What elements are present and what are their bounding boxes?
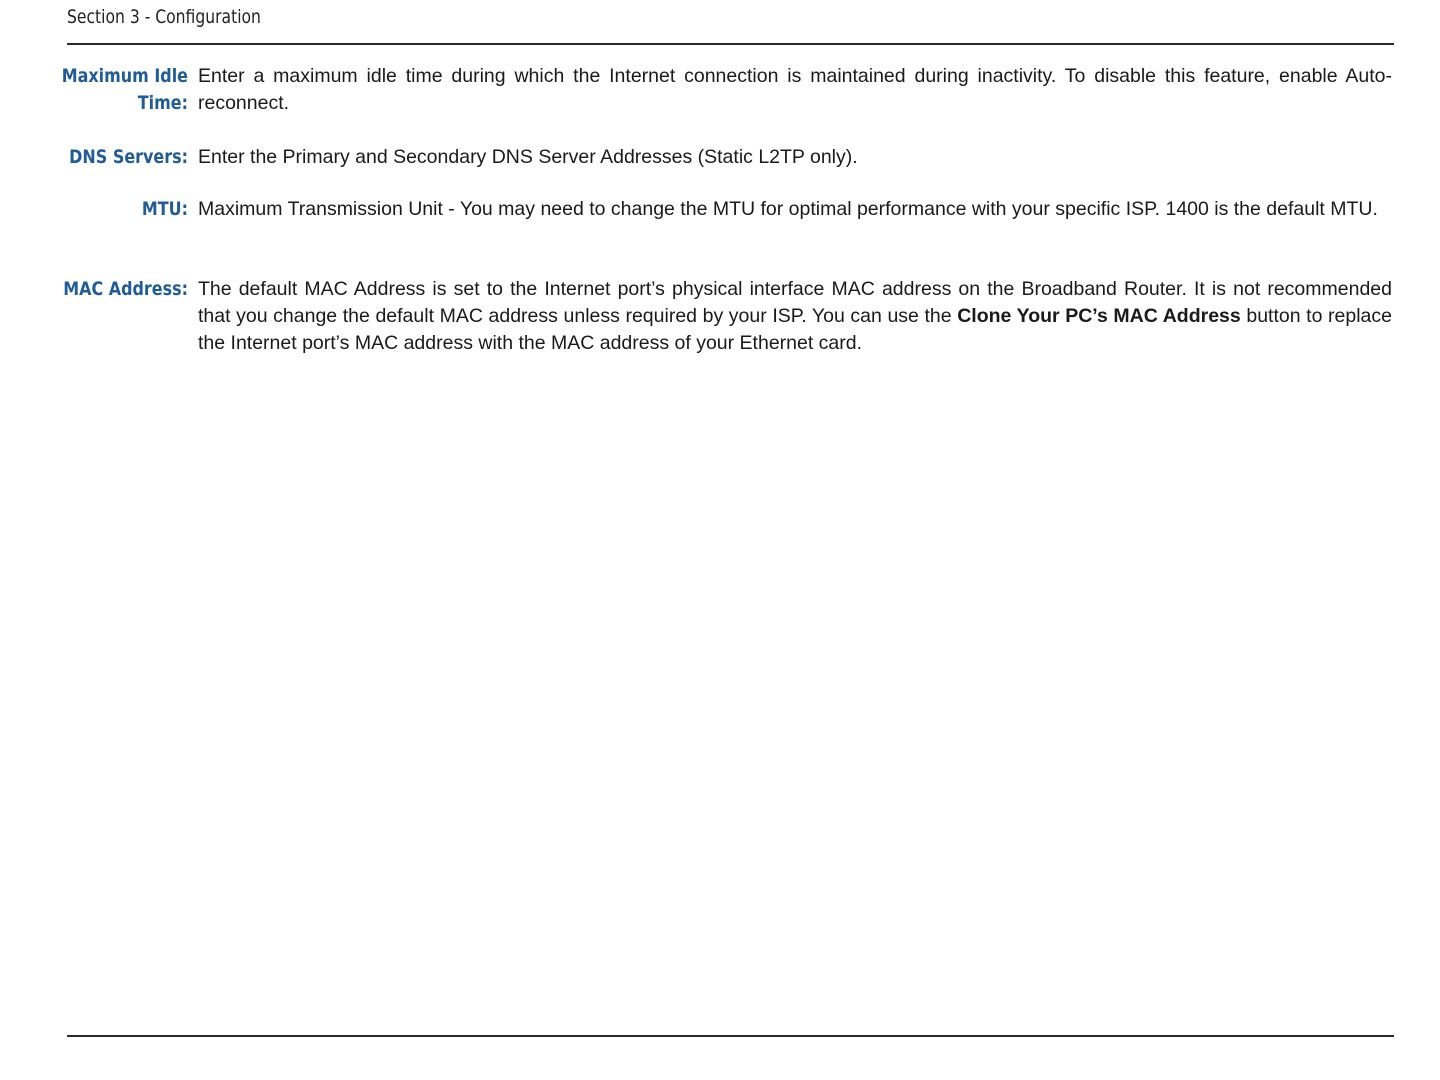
definition-term: Maximum Idle Time: [61, 65, 189, 114]
definition-description: Maximum Transmission Unit - You may need to change the MTU for optimal performance with your specific ISP. 1400 is the default MTU. [198, 198, 1378, 220]
footer-divider [67, 1035, 1394, 1037]
definition-description: Enter the Primary and Secondary DNS Server Addresses (Static L2TP only). [198, 146, 858, 168]
clone-mac-button-reference: Clone Your PC’s MAC Address [957, 305, 1241, 327]
page-section-title: Section 3 - Configuration [67, 6, 261, 28]
definition-description [198, 276, 1392, 357]
definition-description: Enter a maximum idle time during which the Internet connection is maintained during inactivity. To disable this feature, enable Auto-reconnect. [198, 65, 1392, 114]
definition-term: MTU: [141, 198, 188, 220]
definition-term: MAC Address: [63, 278, 189, 300]
description-text: The default MAC Address is set to the Internet port’s physical interface MAC address on the Broadband Router. It is not recommended that you change the default MAC address unless required by your ISP. You can use the [198, 278, 1392, 327]
header-divider [67, 43, 1394, 45]
definition-term: DNS Servers: [69, 146, 188, 168]
description-text: button to replace the Internet port’s MAC address with the MAC address of your Ethernet card. [198, 305, 1392, 354]
